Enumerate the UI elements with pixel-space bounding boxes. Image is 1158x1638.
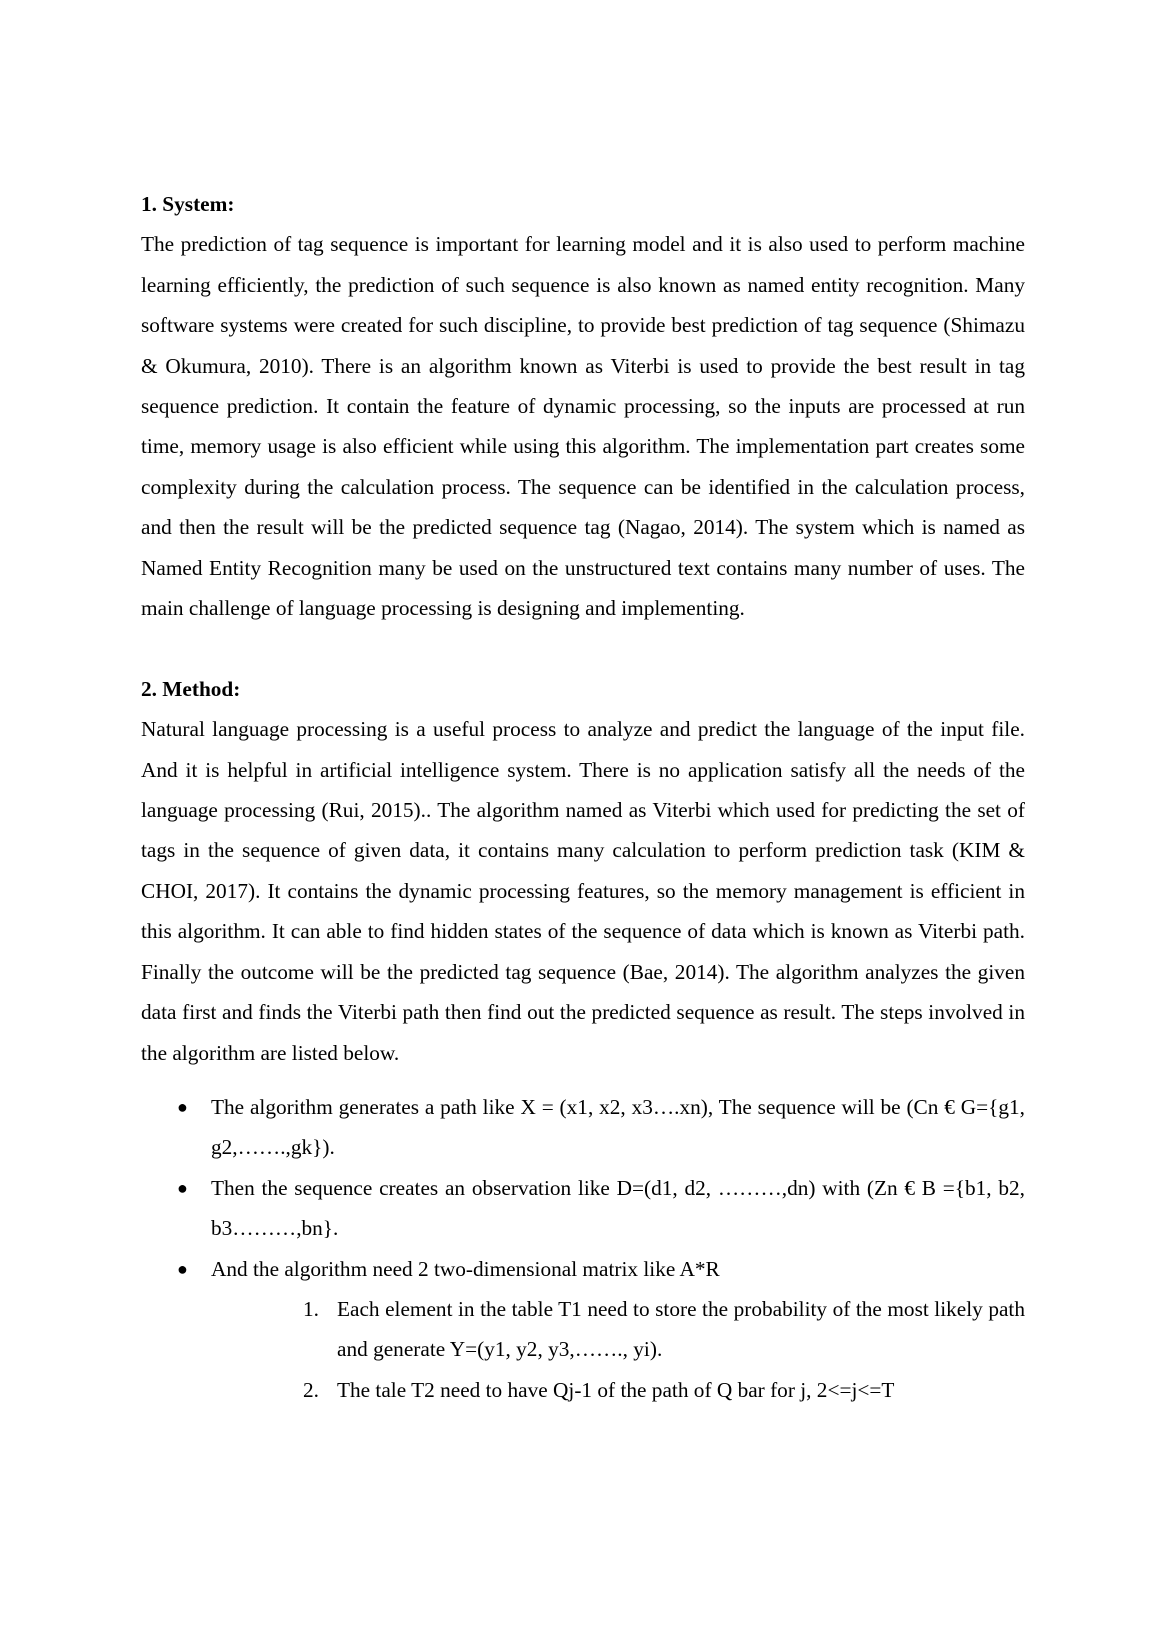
bullet-item xyxy=(141,1249,1025,1289)
bullet-icon: ● xyxy=(177,1258,188,1279)
bullet-text: And the algorithm need 2 two-dimensional matrix like A*R xyxy=(211,1256,720,1281)
bullet-icon: ● xyxy=(177,1177,188,1198)
bullet-text: Then the sequence creates an observation like D=(d1, d2, ………,dn) with (Zn € B ={b1, b2, b3………,bn}. xyxy=(211,1175,1025,1241)
section-spacer xyxy=(141,628,1025,668)
numbered-item xyxy=(141,1289,1025,1370)
section-heading-system: 1. System: xyxy=(141,192,235,216)
item-number: 1. xyxy=(303,1296,319,1321)
item-number: 2. xyxy=(303,1377,319,1402)
numbered-text: Each element in the table T1 need to store the probability of the most likely path and generate Y=(y1, y2, y3,……., yi). xyxy=(337,1296,1025,1362)
section-heading-method: 2. Method: xyxy=(141,676,241,701)
section-paragraph-method: Natural language processing is a useful process to analyze and predict the language of the input file. And it is helpful in artificial intelligence system. There is no application satisfy all the needs of the language processing (Rui, 2015).. The algorithm named as Viterbi which used for predicting the set of tags in the sequence of given data, it contains many calculation to perform prediction task (KIM & CHOI, 2017). It contains the dynamic processing features, so the memory management is efficient in this algorithm. It can able to find hidden states of the sequence of data which is known as Viterbi path. Finally the outcome will be the predicted tag sequence (Bae, 2014). The algorithm analyzes the given data first and finds the Viterbi path then find out the predicted sequence as result. The steps involved in the algorithm are listed below. xyxy=(141,717,1025,1065)
numbered-list xyxy=(141,1289,1025,1410)
document-body xyxy=(141,184,1025,1410)
bullet-text: The algorithm generates a path like X = (x1, x2, x3….xn), The sequence will be (Cn € G={g1, g2,…….,gk}). xyxy=(211,1094,1025,1160)
section-paragraph-system: The prediction of tag sequence is important for learning model and it is also used to perform machine learning efficiently, the prediction of such sequence is also known as named entity recognition. Many software systems were created for such discipline, to provide best prediction of tag sequence (Shimazu & Okumura, 2010). There is an algorithm known as Viterbi is used to provide the best result in tag sequence prediction. It contain the feature of dynamic processing, so the inputs are processed at run time, memory usage is also efficient while using this algorithm. The implementation part creates some complexity during the calculation process. The sequence can be identified in the calculation process, and then the result will be the predicted sequence tag (Nagao, 2014). The system which is named as Named Entity Recognition many be used on the unstructured text contains many number of uses. The main challenge of language processing is designing and implementing. xyxy=(141,232,1025,621)
bullet-item xyxy=(141,1168,1025,1249)
bullet-list xyxy=(141,1087,1025,1289)
bullet-item xyxy=(141,1087,1025,1168)
bullet-icon: ● xyxy=(177,1096,188,1117)
numbered-text: The tale T2 need to have Qj-1 of the path of Q bar for j, 2<=j<=T xyxy=(337,1377,895,1402)
numbered-item xyxy=(141,1370,1025,1410)
